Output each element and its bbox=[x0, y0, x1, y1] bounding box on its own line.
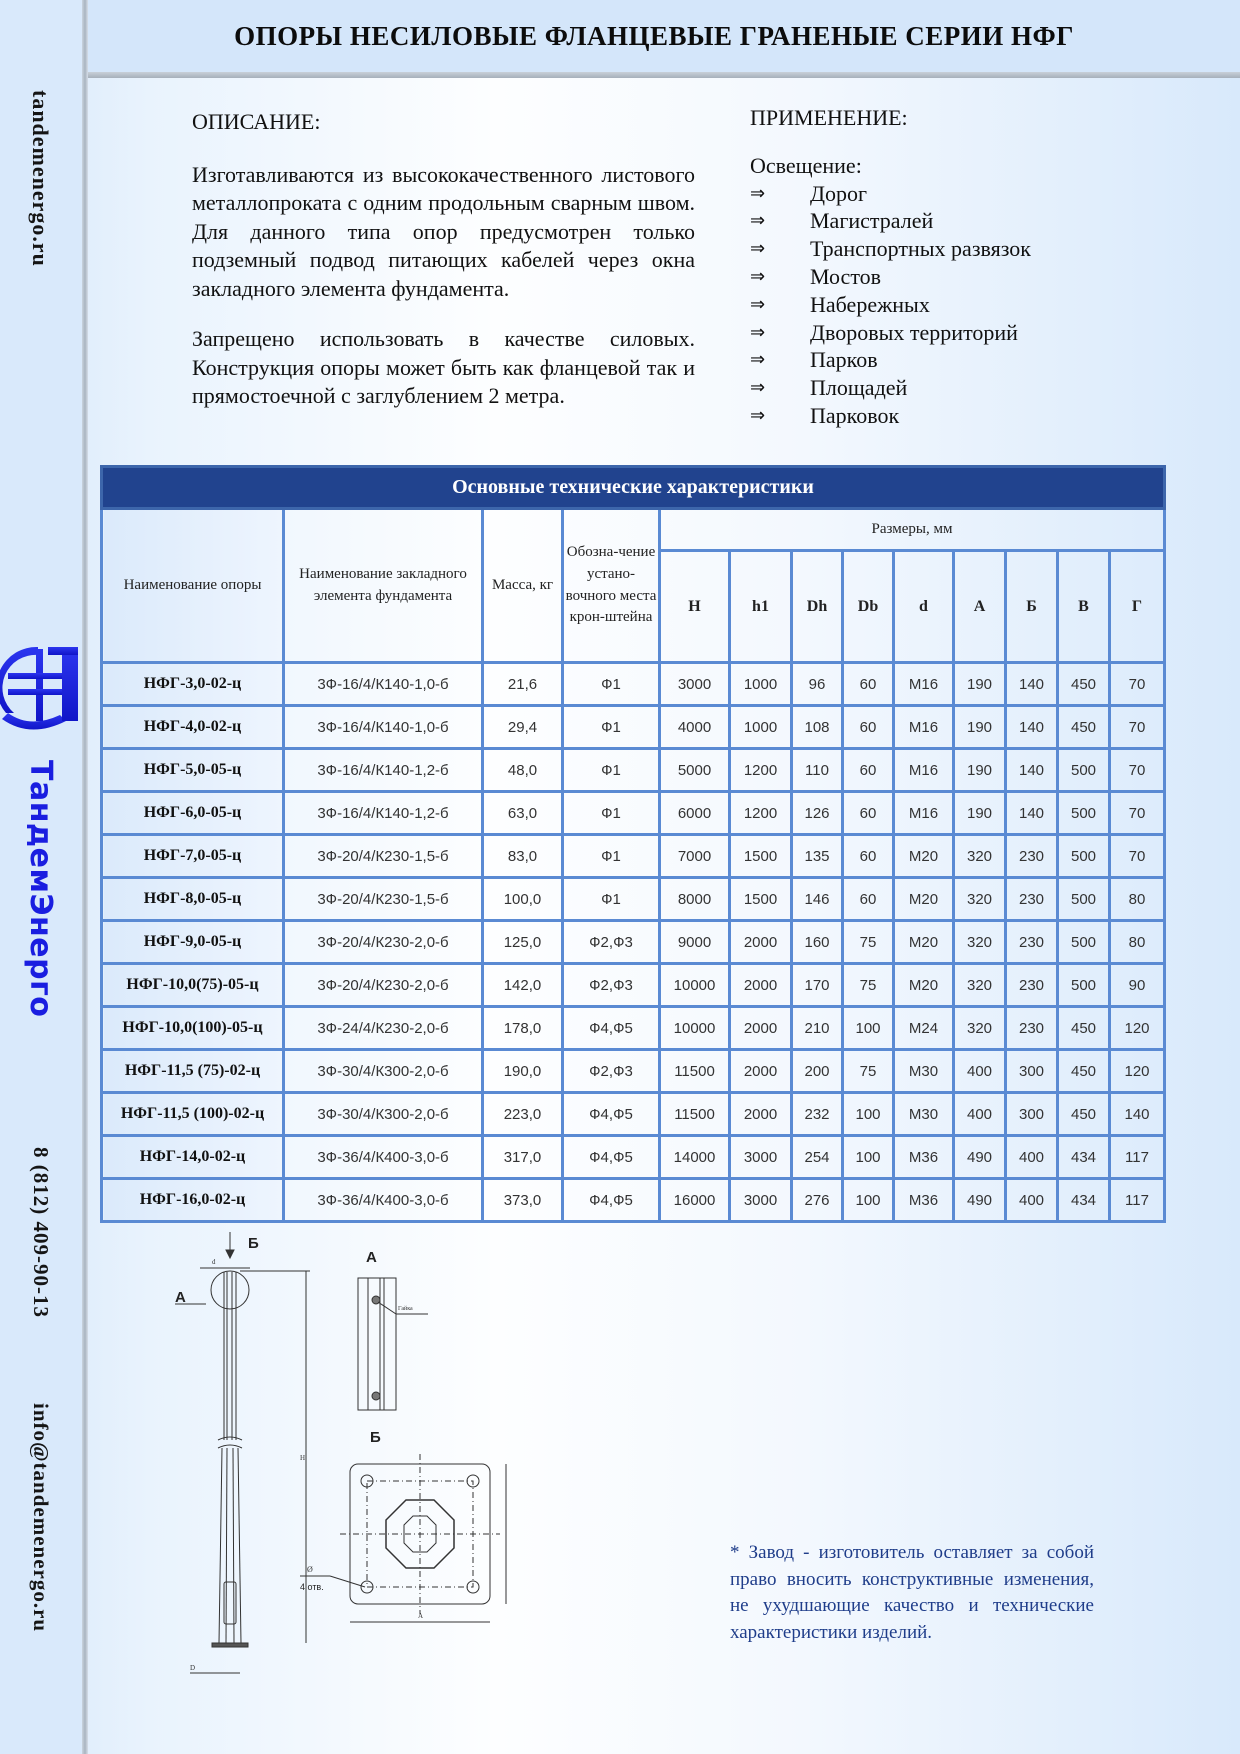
table-cell: 80 bbox=[1110, 878, 1165, 921]
table-cell: М24 bbox=[894, 1007, 954, 1050]
column-header-name: Наименование опоры bbox=[102, 509, 284, 663]
dim-D-label: D bbox=[190, 1664, 196, 1672]
table-cell: 500 bbox=[1058, 964, 1110, 1007]
table-cell: М20 bbox=[894, 878, 954, 921]
column-header-foundation: Наименование закладного элемента фундамента bbox=[284, 509, 483, 663]
table-cell: 190 bbox=[954, 663, 1006, 706]
table-cell: 300 bbox=[1006, 1050, 1058, 1093]
table-cell: 60 bbox=[843, 749, 894, 792]
table-cell: 232 bbox=[792, 1093, 843, 1136]
table-cell: Ф4,Ф5 bbox=[563, 1007, 660, 1050]
column-header-B: Б bbox=[1006, 551, 1058, 663]
table-cell: 146 bbox=[792, 878, 843, 921]
table-cell: 373,0 bbox=[483, 1179, 563, 1222]
table-cell: 500 bbox=[1058, 749, 1110, 792]
column-header-H: H bbox=[660, 551, 730, 663]
table-cell: 3Ф-20/4/К230-1,5-б bbox=[284, 835, 483, 878]
column-header-mass: Масса, кг bbox=[483, 509, 563, 663]
table-cell: 140 bbox=[1006, 749, 1058, 792]
dim-H-label: H bbox=[300, 1454, 306, 1462]
table-cell: Ф4,Ф5 bbox=[563, 1179, 660, 1222]
table-cell: 320 bbox=[954, 921, 1006, 964]
table-cell: 108 bbox=[792, 706, 843, 749]
table-cell: 140 bbox=[1006, 792, 1058, 835]
list-item: ⇒ Парков bbox=[750, 347, 878, 373]
table-cell: 100 bbox=[843, 1093, 894, 1136]
brand-name: ТандемЭнерго bbox=[23, 760, 58, 1018]
table-cell: 1500 bbox=[730, 835, 792, 878]
table-cell: 70 bbox=[1110, 706, 1165, 749]
table-cell: 400 bbox=[954, 1050, 1006, 1093]
footnote: * Завод - изготовитель оставляет за собой право вносить конструктивные изменения, не ухудшающие качество и технические характеристики изделий. bbox=[730, 1542, 1094, 1643]
table-cell: 276 bbox=[792, 1179, 843, 1222]
nut-label: Гайка bbox=[398, 1306, 413, 1312]
table-cell: 16000 bbox=[660, 1179, 730, 1222]
table-cell: 320 bbox=[954, 964, 1006, 1007]
table-cell: 140 bbox=[1006, 706, 1058, 749]
table-cell: 320 bbox=[954, 1007, 1006, 1050]
table-cell: 230 bbox=[1006, 835, 1058, 878]
arrow-right-icon: ⇒ bbox=[750, 404, 766, 426]
table-cell: 80 bbox=[1110, 921, 1165, 964]
table-cell: 254 bbox=[792, 1136, 843, 1179]
table-cell: 126 bbox=[792, 792, 843, 835]
table-cell: 230 bbox=[1006, 921, 1058, 964]
table-cell: 60 bbox=[843, 835, 894, 878]
table-cell: 300 bbox=[1006, 1093, 1058, 1136]
table-cell: Ф1 bbox=[563, 835, 660, 878]
description-paragraph: Запрещено использовать в качестве силовых. Конструкция опоры может быть как фланцевой так и прямостоечной с заглублением 2 метра. bbox=[192, 326, 695, 408]
table-body bbox=[102, 663, 1165, 1222]
list-item: ⇒ Мостов bbox=[750, 263, 882, 289]
table-cell: 6000 bbox=[660, 792, 730, 835]
table-cell: 8000 bbox=[660, 878, 730, 921]
table-cell: 100,0 bbox=[483, 878, 563, 921]
table-cell: 190 bbox=[954, 706, 1006, 749]
table-cell: 11500 bbox=[660, 1050, 730, 1093]
pole-name-cell: НФГ-6,0-05-ц bbox=[102, 792, 284, 835]
table-cell: 100 bbox=[843, 1136, 894, 1179]
table-row bbox=[102, 792, 1165, 835]
table-cell: 190 bbox=[954, 792, 1006, 835]
arrow-right-icon: ⇒ bbox=[750, 293, 766, 315]
table-cell: 100 bbox=[843, 1179, 894, 1222]
table-cell: 2000 bbox=[730, 1050, 792, 1093]
arrow-right-icon: ⇒ bbox=[750, 238, 766, 260]
table-title: Основные технические характеристики bbox=[102, 467, 1165, 509]
table-cell: 500 bbox=[1058, 835, 1110, 878]
table-cell: 14000 bbox=[660, 1136, 730, 1179]
table-row bbox=[102, 663, 1165, 706]
table-cell: 75 bbox=[843, 921, 894, 964]
column-header-d: d bbox=[894, 551, 954, 663]
pole-name-cell: НФГ-11,5 (75)-02-ц bbox=[102, 1050, 284, 1093]
table-cell: 140 bbox=[1110, 1093, 1165, 1136]
table-cell: 110 bbox=[792, 749, 843, 792]
application-heading: ПРИМЕНЕНИЕ: bbox=[750, 105, 908, 130]
pole-name-cell: НФГ-9,0-05-ц bbox=[102, 921, 284, 964]
table-cell: 450 bbox=[1058, 1093, 1110, 1136]
table-cell: М16 bbox=[894, 792, 954, 835]
table-cell: 117 bbox=[1110, 1136, 1165, 1179]
table-cell: 75 bbox=[843, 964, 894, 1007]
table-cell: 83,0 bbox=[483, 835, 563, 878]
table-cell: 60 bbox=[843, 706, 894, 749]
table-cell: Ф2,Ф3 bbox=[563, 1050, 660, 1093]
table-cell: 2000 bbox=[730, 921, 792, 964]
table-cell: 140 bbox=[1006, 663, 1058, 706]
table-cell: 60 bbox=[843, 792, 894, 835]
table-cell: 3Ф-16/4/К140-1,0-б bbox=[284, 706, 483, 749]
table-cell: Ф1 bbox=[563, 663, 660, 706]
table-cell: 3Ф-30/4/К300-2,0-б bbox=[284, 1093, 483, 1136]
table-cell: Ф4,Ф5 bbox=[563, 1136, 660, 1179]
table-row bbox=[102, 706, 1165, 749]
list-item: ⇒ Магистралей bbox=[750, 208, 934, 234]
table-cell: 1500 bbox=[730, 878, 792, 921]
table-cell: М30 bbox=[894, 1093, 954, 1136]
table-cell: 210 bbox=[792, 1007, 843, 1050]
application-section bbox=[750, 104, 1150, 430]
arrow-right-icon: ⇒ bbox=[750, 377, 766, 399]
table-row bbox=[102, 749, 1165, 792]
company-logo-icon bbox=[0, 643, 80, 735]
pole-name-cell: НФГ-4,0-02-ц bbox=[102, 706, 284, 749]
table-cell: Ф2,Ф3 bbox=[563, 921, 660, 964]
table-cell: 7000 bbox=[660, 835, 730, 878]
pole-name-cell: НФГ-5,0-05-ц bbox=[102, 749, 284, 792]
holes-label: 4 отв. bbox=[300, 1582, 324, 1592]
column-header-h1: h1 bbox=[730, 551, 792, 663]
table-row bbox=[102, 964, 1165, 1007]
table-row bbox=[102, 1007, 1165, 1050]
arrow-right-icon: ⇒ bbox=[750, 210, 766, 232]
sidebar-email: info@tandemenergo.ru bbox=[29, 1403, 53, 1633]
table-cell: М16 bbox=[894, 706, 954, 749]
list-item: ⇒ Дворовых территорий bbox=[750, 319, 1018, 345]
pole-name-cell: НФГ-16,0-02-ц bbox=[102, 1179, 284, 1222]
column-header-bracket: Обозна-чение устано-вочного места крон-штейна bbox=[563, 509, 660, 663]
table-cell: 500 bbox=[1058, 792, 1110, 835]
dim-A-label: А bbox=[418, 1612, 424, 1620]
table-cell: 120 bbox=[1110, 1050, 1165, 1093]
table-cell: 2000 bbox=[730, 964, 792, 1007]
table-cell: 400 bbox=[1006, 1136, 1058, 1179]
table-cell: 9000 bbox=[660, 921, 730, 964]
sidebar-phone: 8 (812) 409-90-13 bbox=[29, 1147, 53, 1318]
table-cell: 3Ф-16/4/К140-1,2-б bbox=[284, 749, 483, 792]
table-row bbox=[102, 1093, 1165, 1136]
table-cell: М20 bbox=[894, 835, 954, 878]
table-cell: 60 bbox=[843, 878, 894, 921]
table-cell: 142,0 bbox=[483, 964, 563, 1007]
table-cell: 490 bbox=[954, 1179, 1006, 1222]
list-item: ⇒ Набережных bbox=[750, 291, 930, 317]
table-cell: 48,0 bbox=[483, 749, 563, 792]
table-cell: 63,0 bbox=[483, 792, 563, 835]
table-cell: 3000 bbox=[730, 1136, 792, 1179]
table-row bbox=[102, 1050, 1165, 1093]
table-cell: 450 bbox=[1058, 663, 1110, 706]
table-cell: 230 bbox=[1006, 964, 1058, 1007]
table-cell: 21,6 bbox=[483, 663, 563, 706]
table-cell: Ф1 bbox=[563, 878, 660, 921]
table-cell: 1000 bbox=[730, 663, 792, 706]
table-cell: 170 bbox=[792, 964, 843, 1007]
column-header-A: А bbox=[954, 551, 1006, 663]
column-group-dimensions: Размеры, мм bbox=[660, 509, 1165, 551]
list-item: ⇒ Транспортных развязок bbox=[750, 236, 1031, 262]
table-cell: М30 bbox=[894, 1050, 954, 1093]
pole-name-cell: НФГ-11,5 (100)-02-ц bbox=[102, 1093, 284, 1136]
table-cell: 75 bbox=[843, 1050, 894, 1093]
column-header-V: В bbox=[1058, 551, 1110, 663]
table-cell: 230 bbox=[1006, 1007, 1058, 1050]
table-cell: 1200 bbox=[730, 749, 792, 792]
table-cell: 190 bbox=[954, 749, 1006, 792]
table-cell: 320 bbox=[954, 878, 1006, 921]
callout-a-label: А bbox=[175, 1289, 186, 1306]
application-list bbox=[750, 180, 1150, 430]
pole-name-cell: НФГ-10,0(100)-05-ц bbox=[102, 1007, 284, 1050]
table-cell: 400 bbox=[1006, 1179, 1058, 1222]
table-cell: Ф1 bbox=[563, 749, 660, 792]
arrow-right-icon: ⇒ bbox=[750, 321, 766, 343]
table-cell: 230 bbox=[1006, 878, 1058, 921]
pole-name-cell: НФГ-7,0-05-ц bbox=[102, 835, 284, 878]
table-cell: 96 bbox=[792, 663, 843, 706]
title-divider bbox=[88, 72, 1240, 78]
description-heading: ОПИСАНИЕ: bbox=[192, 109, 321, 134]
table-cell: М16 bbox=[894, 749, 954, 792]
table-cell: 70 bbox=[1110, 835, 1165, 878]
table-cell: 11500 bbox=[660, 1093, 730, 1136]
table-cell: 434 bbox=[1058, 1179, 1110, 1222]
table-row bbox=[102, 1179, 1165, 1222]
table-cell: 5000 bbox=[660, 749, 730, 792]
arrow-right-icon: ⇒ bbox=[750, 182, 766, 204]
table-cell: 3Ф-20/4/К230-2,0-б bbox=[284, 964, 483, 1007]
table-cell: 90 bbox=[1110, 964, 1165, 1007]
title-band bbox=[88, 0, 1240, 72]
table-cell: Ф2,Ф3 bbox=[563, 964, 660, 1007]
table-cell: 3Ф-20/4/К230-1,5-б bbox=[284, 878, 483, 921]
table-cell: 3Ф-16/4/К140-1,0-б bbox=[284, 663, 483, 706]
table-cell: 29,4 bbox=[483, 706, 563, 749]
table-cell: 190,0 bbox=[483, 1050, 563, 1093]
table-cell: 3Ф-36/4/К400-3,0-б bbox=[284, 1179, 483, 1222]
table-cell: 10000 bbox=[660, 964, 730, 1007]
arrow-right-icon: ⇒ bbox=[750, 265, 766, 287]
table-cell: 178,0 bbox=[483, 1007, 563, 1050]
table-cell: 450 bbox=[1058, 706, 1110, 749]
table-cell: 500 bbox=[1058, 921, 1110, 964]
pole-drawing bbox=[170, 1230, 570, 1690]
table-cell: 450 bbox=[1058, 1050, 1110, 1093]
table-cell: М36 bbox=[894, 1179, 954, 1222]
table-cell: 3Ф-36/4/К400-3,0-б bbox=[284, 1136, 483, 1179]
pole-name-cell: НФГ-10,0(75)-05-ц bbox=[102, 964, 284, 1007]
table-cell: 200 bbox=[792, 1050, 843, 1093]
table-cell: 160 bbox=[792, 921, 843, 964]
list-item: ⇒ Парковок bbox=[750, 402, 900, 428]
table-cell: 135 bbox=[792, 835, 843, 878]
table-cell: 320 bbox=[954, 835, 1006, 878]
table-cell: 1200 bbox=[730, 792, 792, 835]
page-title: ОПОРЫ НЕСИЛОВЫЕ ФЛАНЦЕВЫЕ ГРАНЕНЫЕ СЕРИИ НФГ bbox=[234, 20, 1074, 51]
view-arrow-label: Б bbox=[248, 1235, 259, 1252]
sidebar-website: tandemenergo.ru bbox=[28, 90, 53, 267]
table-cell: 2000 bbox=[730, 1093, 792, 1136]
table-row bbox=[102, 835, 1165, 878]
table-cell: М16 bbox=[894, 663, 954, 706]
table-cell: 70 bbox=[1110, 663, 1165, 706]
sidebar-divider bbox=[82, 0, 88, 1754]
table-cell: 125,0 bbox=[483, 921, 563, 964]
detail-a-title: А bbox=[366, 1249, 377, 1266]
table-cell: Ф4,Ф5 bbox=[563, 1093, 660, 1136]
list-item: ⇒ Площадей bbox=[750, 375, 908, 401]
table-cell: Ф1 bbox=[563, 792, 660, 835]
table-cell: 70 bbox=[1110, 792, 1165, 835]
spec-table bbox=[100, 465, 1166, 1223]
table-row bbox=[102, 1136, 1165, 1179]
table-cell: 223,0 bbox=[483, 1093, 563, 1136]
table-cell: 10000 bbox=[660, 1007, 730, 1050]
arrow-right-icon: ⇒ bbox=[750, 349, 766, 371]
table-cell: 3Ф-30/4/К300-2,0-б bbox=[284, 1050, 483, 1093]
list-item: ⇒ Дорог bbox=[750, 180, 868, 206]
dim-d-label: d bbox=[212, 1258, 216, 1266]
column-header-Dh: Dh bbox=[792, 551, 843, 663]
column-header-G: Г bbox=[1110, 551, 1165, 663]
view-b-title: Б bbox=[370, 1429, 381, 1446]
table-cell: 317,0 bbox=[483, 1136, 563, 1179]
hole-diameter-icon: Ø bbox=[307, 1565, 313, 1574]
table-cell: 400 bbox=[954, 1093, 1006, 1136]
table-cell: 60 bbox=[843, 663, 894, 706]
pole-name-cell: НФГ-3,0-02-ц bbox=[102, 663, 284, 706]
table-cell: 2000 bbox=[730, 1007, 792, 1050]
table-cell: М20 bbox=[894, 921, 954, 964]
table-cell: 500 bbox=[1058, 878, 1110, 921]
table-cell: 450 bbox=[1058, 1007, 1110, 1050]
table-row bbox=[102, 921, 1165, 964]
table-cell: М20 bbox=[894, 964, 954, 1007]
table-cell: Ф1 bbox=[563, 706, 660, 749]
table-cell: 100 bbox=[843, 1007, 894, 1050]
table-cell: 3Ф-20/4/К230-2,0-б bbox=[284, 921, 483, 964]
application-intro: Освещение: bbox=[750, 152, 862, 178]
table-cell: 3000 bbox=[730, 1179, 792, 1222]
table-cell: 3Ф-24/4/К230-2,0-б bbox=[284, 1007, 483, 1050]
table-cell: 434 bbox=[1058, 1136, 1110, 1179]
column-header-Db: Db bbox=[843, 551, 894, 663]
description-section bbox=[192, 108, 695, 433]
table-cell: 117 bbox=[1110, 1179, 1165, 1222]
sidebar bbox=[0, 0, 82, 1754]
table-cell: 4000 bbox=[660, 706, 730, 749]
table-cell: 70 bbox=[1110, 749, 1165, 792]
table-cell: 490 bbox=[954, 1136, 1006, 1179]
table-cell: М36 bbox=[894, 1136, 954, 1179]
table-cell: 1000 bbox=[730, 706, 792, 749]
pole-name-cell: НФГ-8,0-05-ц bbox=[102, 878, 284, 921]
table-cell: 3Ф-16/4/К140-1,2-б bbox=[284, 792, 483, 835]
description-paragraph: Изготавливаются из высококачественного листового металлопроката с одним продольным сварным швом. Для данного типа опор предусмотрен только подземный подвод питающих кабелей через окна закладного элемента фундамента. bbox=[192, 161, 695, 301]
table-cell: 3000 bbox=[660, 663, 730, 706]
table-cell: 120 bbox=[1110, 1007, 1165, 1050]
table-row bbox=[102, 878, 1165, 921]
pole-name-cell: НФГ-14,0-02-ц bbox=[102, 1136, 284, 1179]
